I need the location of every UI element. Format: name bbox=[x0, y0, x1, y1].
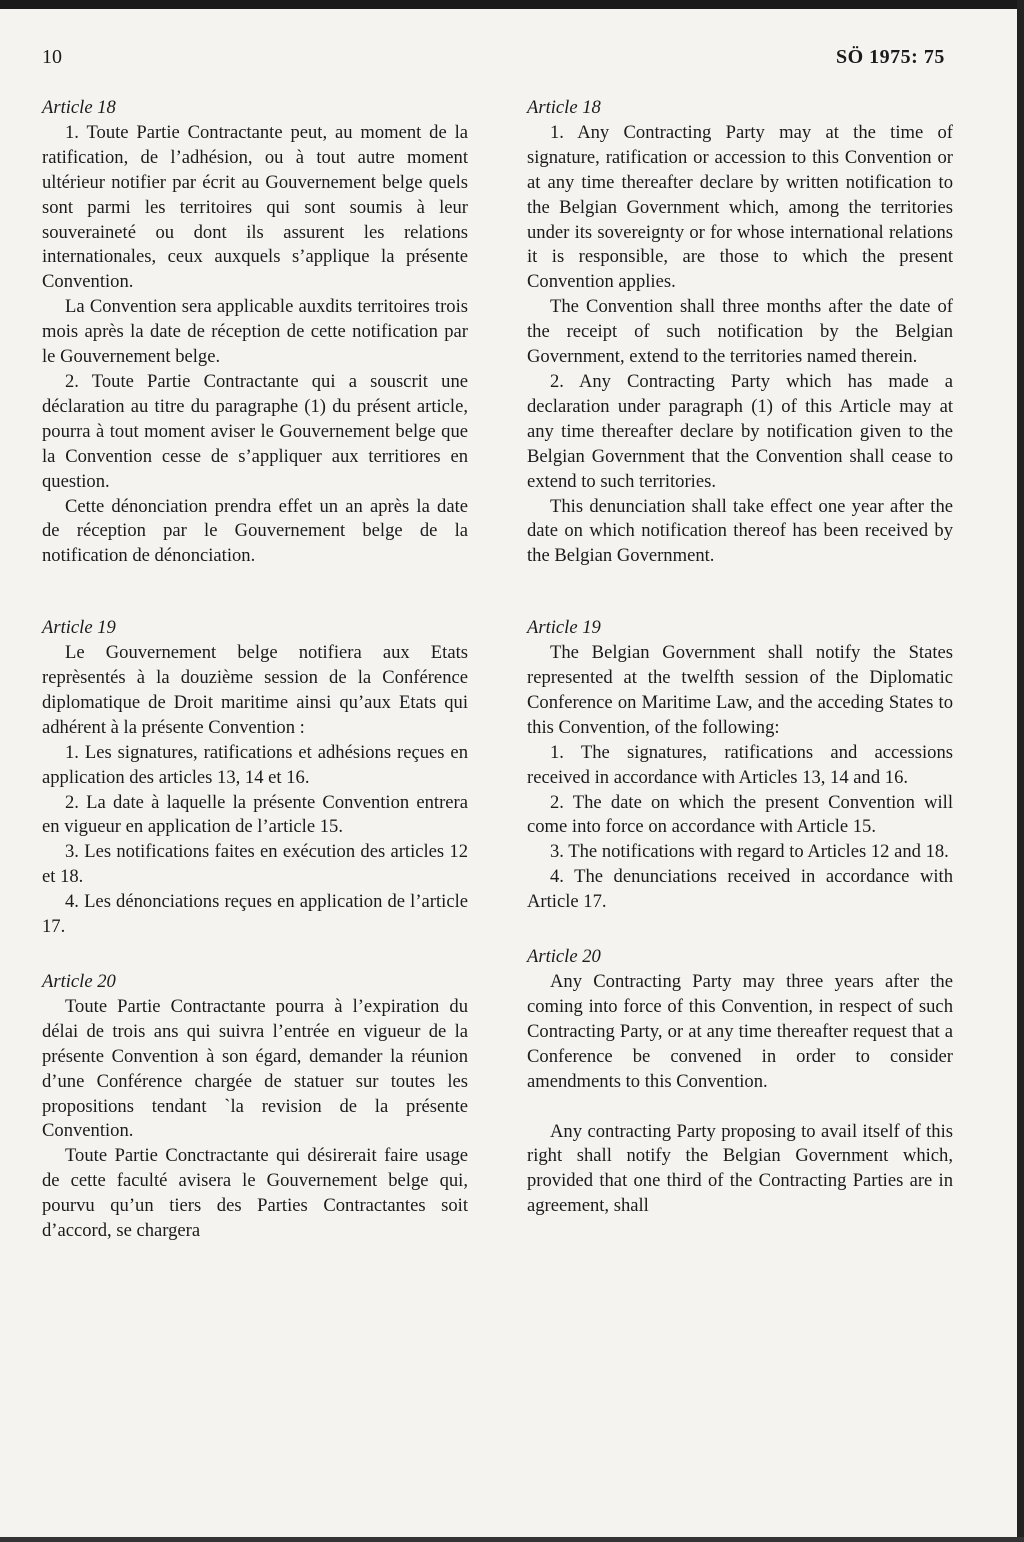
paragraph: The Convention shall three months after the date of the receipt of such notification by the Belgian Government, extend to the territories named therein. bbox=[527, 296, 953, 368]
page-number: 10 bbox=[42, 46, 62, 68]
paragraph: 2. Toute Partie Contractante qui a souscrit une déclaration au titre du paragraphe (1) du présent article, pourra à tout moment aviser le Gouvernement belge que la Convention cesse de s’appliquer aux territiores en question. bbox=[42, 370, 468, 492]
paragraph: Le Gouvernement belge notifiera aux Etats reprèsentés à la douzième session de la Conférence diplomatique de Droit maritime ainsi qu’aux Etats qui adhérent à la présente Convention : bbox=[42, 642, 468, 738]
top-border bbox=[0, 0, 1024, 9]
paragraph: 1. Toute Partie Contractante peut, au moment de la ratification, de l’adhésion, ou à tout autre moment ultérieur notifier par écrit au Gouvernement belge quels sont parmi les territoires qui sont soumis à leur souveraineté ou dont ils assurent les relations internationales, ceux auxquels s’applique la présente Convention. bbox=[42, 121, 468, 293]
paragraph: Toute Partie Contractante pourra à l’expiration du délai de trois ans qui suivra l’entrée en vigueur de la présente Convention à son égard, demander la réunion d’une Conférence chargée de statuer sur toutes les propositions tendant `la revision de la présente Convention. bbox=[42, 995, 468, 1142]
paragraph: This denunciation shall take effect one year after the date on which notification thereof has been received by the Belgian Government. bbox=[527, 495, 953, 567]
paragraph: La Convention sera applicable auxdits territoires trois mois après la date de réception de cette notification par le Gouvernement belge. bbox=[42, 296, 468, 368]
paragraph: Any contracting Party proposing to avail itself of this right shall notify the Belgian Government which, provided that one third of the Contracting Parties are in agreement, shall bbox=[527, 1120, 953, 1217]
paragraph: 1. Les signatures, ratifications et adhésions reçues en application des articles 13, 14 et 16. bbox=[42, 741, 468, 788]
paragraph: 1. Any Contracting Party may at the time of signature, ratification or accession to this Convention or at any time thereafter declare by written notification to the Belgian Government which, among the territories under its sovereignty or for whose international relations it is responsible, are those to which the present Convention applies. bbox=[527, 121, 953, 293]
article-18-heading: Article 18 bbox=[42, 97, 116, 118]
article-19-heading: Article 19 bbox=[527, 617, 601, 639]
bottom-border bbox=[0, 1537, 1024, 1542]
paragraph: 2. La date à laquelle la présente Convention entrera en vigueur en application de l’article 15. bbox=[42, 791, 468, 838]
paragraph: 3. Les notifications faites en exécution des articles 12 et 18. bbox=[42, 841, 468, 888]
document-reference: SÖ 1975: 75 bbox=[836, 46, 945, 68]
article-20-heading: Article 20 bbox=[42, 971, 116, 992]
paragraph: 4. The denunciations received in accordance with Article 17. bbox=[527, 866, 953, 913]
paragraph: 2. The date on which the present Convention will come into force on accordance with Article 15. bbox=[527, 791, 953, 838]
paragraph: The Belgian Government shall notify the States represented at the twelfth session of the Diplomatic Conference on Maritime Law, and the acceding States to this Convention, of the following: bbox=[527, 642, 953, 738]
english-column bbox=[527, 96, 953, 1219]
article-20-heading: Article 20 bbox=[527, 946, 601, 968]
paragraph: 3. The notifications with regard to Articles 12 and 18. bbox=[550, 841, 949, 863]
paragraph: Toute Partie Conctractante qui désirerait faire usage de cette faculté avisera le Gouvernement belge qui, pourvu qu’un tiers des Parties Contractantes soit d’accord, se chargera bbox=[42, 1145, 468, 1242]
article-19-heading: Article 19 bbox=[42, 617, 116, 639]
paragraph: 1. The signatures, ratifications and accessions received in accordance with Articles 13, 14 and 16. bbox=[527, 741, 953, 788]
paragraph: Any Contracting Party may three years after the coming into force of this Convention, in respect of such Contracting Party, or at any time thereafter request that a Conference be convened in order to consider amendments to this Convention. bbox=[527, 971, 953, 1092]
french-column bbox=[42, 96, 468, 1244]
article-18-heading: Article 18 bbox=[527, 97, 601, 118]
right-border bbox=[1017, 0, 1024, 1542]
paragraph: Cette dénonciation prendra effet un an après la date de réception par le Gouvernement belge de la notification de dénonciation. bbox=[42, 495, 468, 567]
paragraph: 4. Les dénonciations reçues en application de l’article 17. bbox=[42, 891, 468, 938]
paragraph: 2. Any Contracting Party which has made a declaration under paragraph (1) of this Article may at any time thereafter declare by notification given to the Belgian Government that the Convention shall cease to extend to such territories. bbox=[527, 370, 953, 492]
